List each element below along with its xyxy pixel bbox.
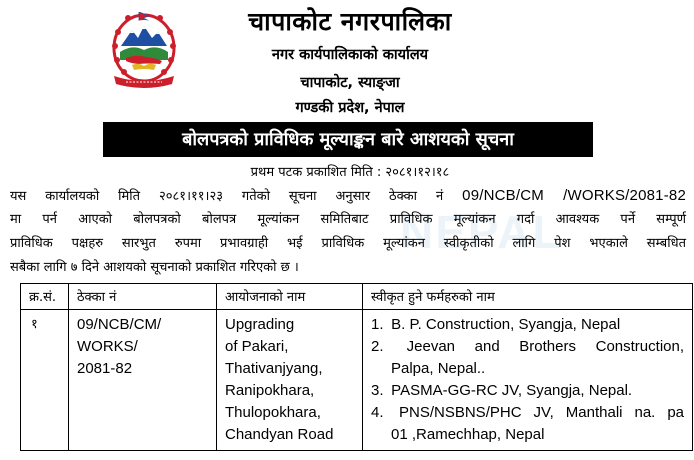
bidder-number: 3. xyxy=(371,382,384,399)
list-item xyxy=(371,380,684,402)
col-header-contract: ठेक्का नं xyxy=(69,284,217,310)
project-line: Upgrading xyxy=(225,316,295,333)
bidder-name-cont: 01 ,Ramechhap, Nepal xyxy=(391,426,545,443)
project-line: Thativanjyang, xyxy=(225,360,323,377)
col-header-sn: क्र.सं. xyxy=(21,284,69,310)
bidder-name: PASMA-GG-RC JV, Syangja, Nepal. xyxy=(391,382,633,399)
office-name: चापाकोट नगरपालिका xyxy=(248,7,452,36)
notice-line xyxy=(10,184,686,208)
bidder-name: B. P. Construction, Syangja, Nepal xyxy=(391,316,621,333)
notice-line: मा पर्न आएको बोलपत्रको बोलपत्र मूल्यांकन समितिबाट प्राविधिक मूल्यांकन गर्दा आवश्यक पर्ने सम्पूर्ण xyxy=(10,212,686,227)
first-published-date: प्रथम पटक प्रकाशित मिति : २०८१।१२।१८ xyxy=(250,165,450,180)
project-line: Thulopokhara, xyxy=(225,404,321,421)
list-item xyxy=(371,314,684,336)
bidder-list xyxy=(371,314,684,446)
list-item-continuation xyxy=(371,358,684,380)
cell-contract xyxy=(69,310,217,451)
contract-line: 09/NCB/CM/ xyxy=(77,316,162,333)
project-line: of Pakari, xyxy=(225,338,289,355)
col-header-project: आयोजनाको नाम xyxy=(217,284,363,310)
shortlisted-bidders-table xyxy=(20,283,693,451)
table-row xyxy=(21,310,693,451)
bidder-name-cont: Palpa, Nepal.. xyxy=(391,360,486,377)
contract-line: 2081-82 xyxy=(77,360,133,377)
project-line: Ranipokhara, xyxy=(225,382,315,399)
watermark: NEPAL xyxy=(400,206,563,258)
notice-line: सबैका लागि ७ दिने आशयको सूचनाको प्रकाशित गरिएको छ । xyxy=(10,260,299,275)
office-province: गण्डकी प्रदेश, नेपाल xyxy=(295,100,405,116)
notice-title-banner: बोलपत्रको प्राविधिक मूल्याङ्कन बारे आशयको सूचना xyxy=(103,122,593,157)
bidder-number: 1. xyxy=(371,316,384,333)
cell-firms xyxy=(363,310,693,451)
notice-line: प्राविधिक पक्षहरु सारभुत रुपमा प्रभावग्राही भई प्राविधिक मूल्यांकन स्वीकृतीको लागि पेश भएकाले सम्बधित xyxy=(10,236,686,251)
bidder-number: 4. xyxy=(371,404,384,421)
bidder-name: PNS/NSBNS/PHC JV, Manthali na. pa xyxy=(399,404,685,421)
bidder-name: Jeevan and Brothers Construction, xyxy=(406,338,684,355)
office-location: चापाकोट, स्याङ्जा xyxy=(300,75,400,91)
cell-project xyxy=(217,310,363,451)
col-header-firms: स्वीकृत हुने फर्महरुको नाम xyxy=(363,284,693,310)
bidder-number: 2. xyxy=(371,338,384,355)
list-item-continuation xyxy=(371,424,684,446)
contract-number-inline: 09/NCB/CM /WORKS/2081-82 xyxy=(462,187,686,204)
contract-line: WORKS/ xyxy=(77,338,138,355)
cell-sn: १ xyxy=(21,310,69,451)
list-item xyxy=(371,402,684,424)
list-item xyxy=(371,336,684,358)
notice-paragraph xyxy=(10,184,686,280)
table-header-row xyxy=(21,284,693,310)
notice-line-text: यस कार्यालयको मिति २०८१।११।२३ गतेको सूचना अनुसार ठेक्का नं xyxy=(10,189,444,204)
project-line: Chandyan Road xyxy=(225,426,334,443)
office-subtitle: नगर कार्यपालिकाको कार्यालय xyxy=(271,47,429,63)
nepal-government-emblem-icon xyxy=(112,12,176,92)
